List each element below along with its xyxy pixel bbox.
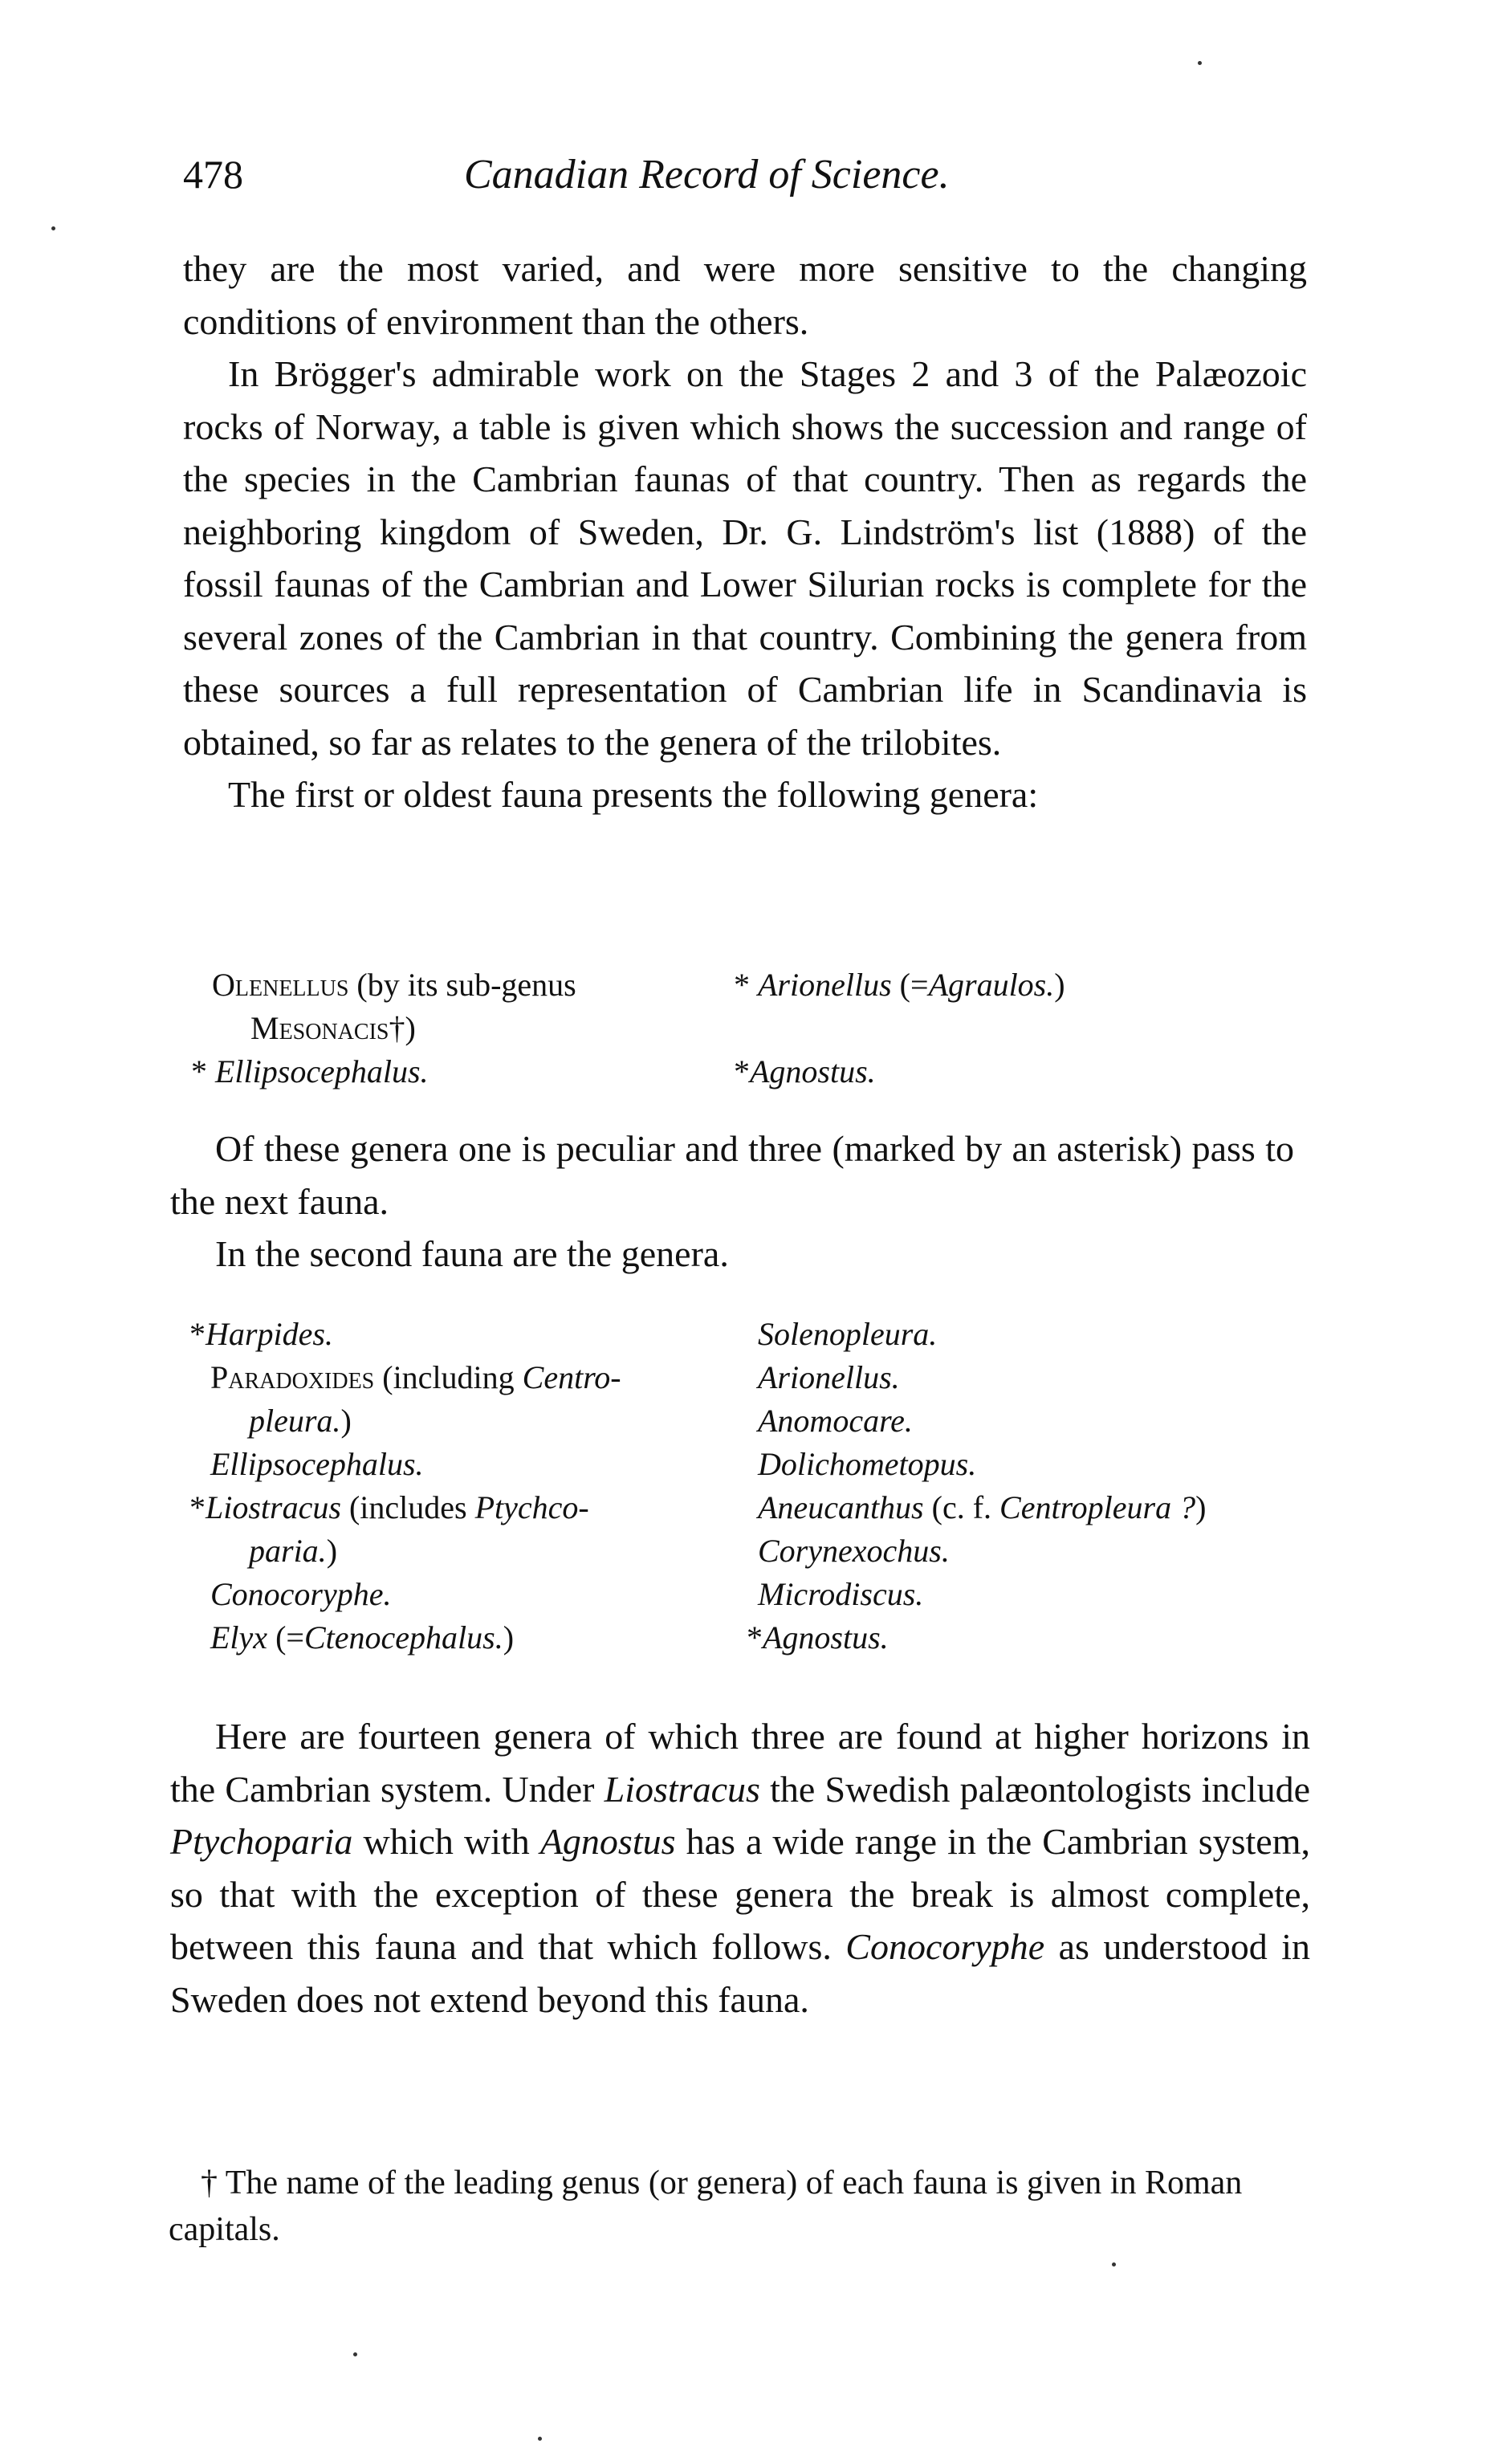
genus-entry: Olenellus (by its sub-genus (212, 967, 576, 1003)
genus-entry: Paradoxides (including Centro- (210, 1359, 621, 1395)
print-speck (51, 226, 55, 230)
genus-entry: Corynexochus. (758, 1533, 950, 1569)
genus-entry: Anomocare. (758, 1403, 913, 1439)
first-fauna-left-column (191, 963, 576, 1094)
paragraph-fourteen-genera: Here are fourteen genera of which three are found at higher horizons in the Cambrian system. Under Liostracus the Swedish palæontologists include Ptychoparia which with Agnostus has a wide range in the Cambrian system, so that with the exception of these genera the break is almost complete, between this fauna and that which follows. Conocoryphe as understood in Sweden does not extend beyond this fauna. (170, 1716, 1311, 2020)
first-fauna-genera-table (191, 963, 1336, 1100)
body-bottom (170, 1710, 1310, 2026)
page-header (183, 151, 1323, 207)
paragraph-second-fauna-intro: In the second fauna are the genera. (215, 1233, 729, 1274)
running-title: Canadian Record of Science. (464, 152, 950, 198)
second-fauna-genera-table (189, 1313, 1329, 1666)
body-top (183, 242, 1307, 821)
print-speck (1198, 61, 1202, 65)
genus-entry: Solenopleura. (758, 1316, 938, 1352)
genus-entry: * Arionellus (=Agraulos.) (734, 967, 1065, 1003)
print-speck (1112, 2262, 1116, 2266)
genus-entry: Microdiscus. (758, 1576, 924, 1612)
paragraph-brogger: In Brögger's admirable work on the Stages 2 and 3 of the Palæozoic rocks of Norway, a table is given which shows the succession and range of the species in the Cambrian faunas of that country. Then as regards the neighboring kingdom of Sweden, Dr. G. Lindström's list (1888) of the fossil faunas of the Cambrian and Lower Silurian rocks is complete for the several zones of the Cambrian in that country. Combining the genera from these sources a full representation of Cambrian life in Scandinavia is obtained, so far as relates to the genera of the trilobites. (183, 353, 1307, 763)
genus-entry: *Liostracus (includes Ptychco- (189, 1489, 589, 1525)
first-fauna-right-column (734, 963, 1065, 1094)
genus-entry: *Agnostus. (747, 1619, 889, 1656)
genus-entry: Conocoryphe. (210, 1576, 392, 1612)
footnote (169, 2160, 1309, 2253)
body-middle (170, 1122, 1294, 1281)
paragraph-peculiar: Of these genera one is peculiar and three (marked by an asterisk) pass to the next fauna. (170, 1128, 1294, 1222)
page-number: 478 (183, 152, 243, 197)
genus-entry: Aneucanthus (c. f. Centropleura ?) (758, 1489, 1207, 1525)
genus-entry: *Agnostus. (734, 1053, 876, 1089)
genus-entry: Dolichometopus. (758, 1446, 977, 1482)
print-speck (353, 2352, 357, 2356)
second-fauna-left-column (189, 1313, 621, 1660)
genus-entry-empty (734, 1007, 1065, 1050)
genus-entry: Elyx (=Ctenocephalus.) (210, 1619, 515, 1656)
genus-entry: Mesonacis†) (250, 1010, 416, 1046)
paragraph-first-fauna-intro: The first or oldest fauna presents the following genera: (228, 774, 1039, 815)
footnote-text: † The name of the leading genus (or genera) of each fauna is given in Roman capitals. (169, 2165, 1243, 2248)
genus-entry: paria.) (249, 1533, 338, 1569)
genus-entry: *Harpides. (189, 1316, 333, 1352)
genus-entry: * Ellipsocephalus. (191, 1053, 429, 1089)
genus-entry: Arionellus. (758, 1359, 900, 1395)
paragraph-continuation: they are the most varied, and were more sensitive to the changing conditions of environment than the others. (183, 248, 1307, 342)
second-fauna-right-column (747, 1313, 1207, 1660)
genus-entry: Ellipsocephalus. (210, 1446, 424, 1482)
print-speck (538, 2437, 542, 2441)
genus-entry: pleura.) (249, 1403, 352, 1439)
